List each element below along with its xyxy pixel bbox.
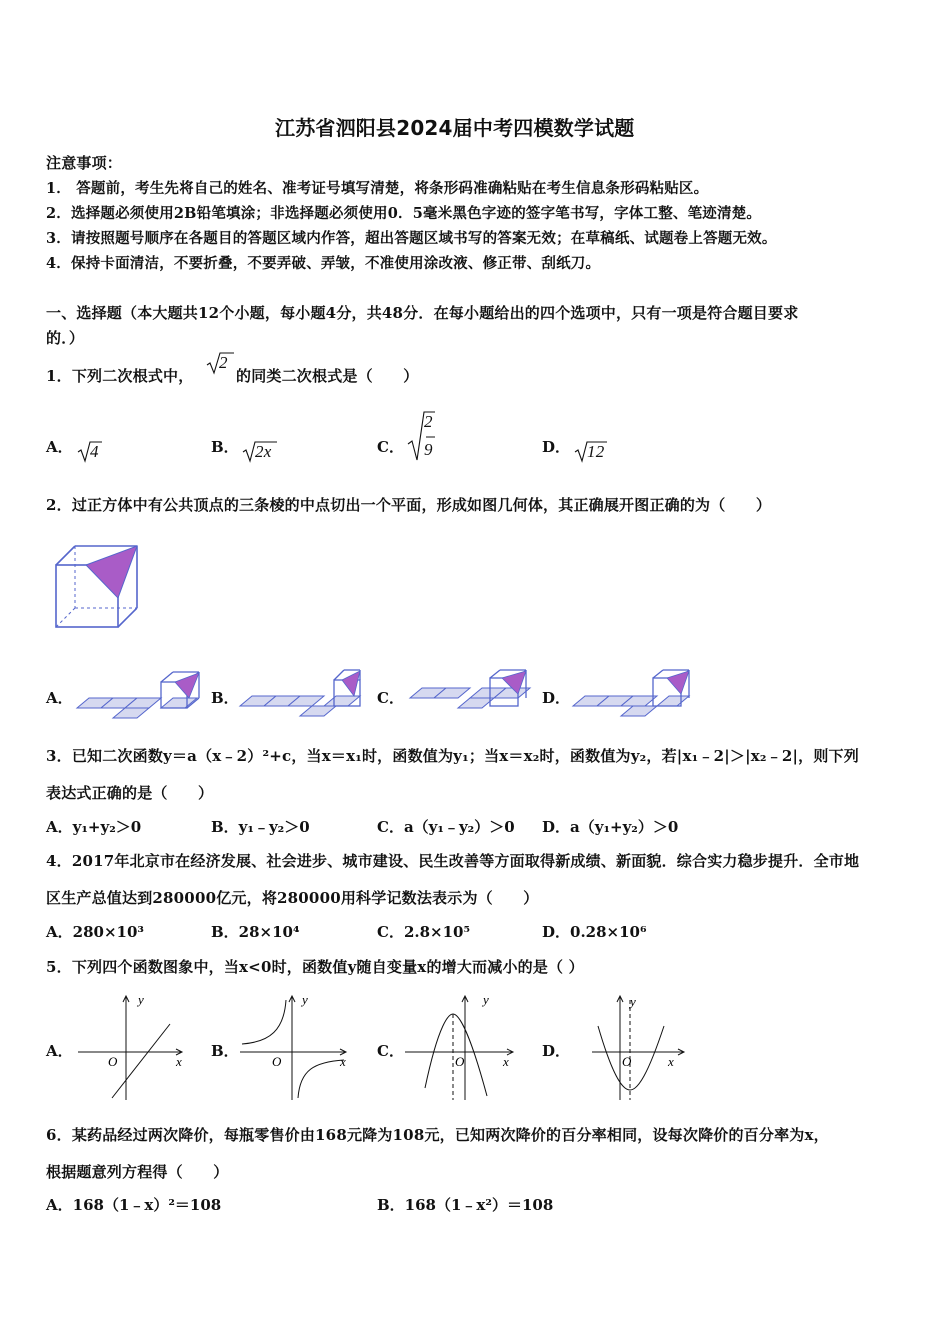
axis-x-label: x [176, 1054, 182, 1069]
q2-net-c [408, 668, 538, 720]
q5-graph-d [592, 994, 692, 1104]
axis-y-label: y [483, 992, 489, 1007]
q1-option-d-label: D． [542, 438, 571, 456]
q2-option-a-label: A． [46, 689, 73, 707]
q4-option-b: B．28×10⁴ [211, 923, 300, 941]
origin-label: O [622, 1054, 632, 1069]
q4-option-c: C．2.8×10⁵ [377, 923, 471, 941]
q1-option-c-numerator: 2 [424, 412, 433, 431]
q2-option-d-label: D． [542, 689, 571, 707]
q6-text: 6．某药品经过两次降价，每瓶零售价由168元降为108元，已知两次降价的百分率相同，设每次降价的百分率为x， [46, 1126, 829, 1144]
q5-option-a-label: A． [46, 1042, 73, 1060]
axis-y-label: y [630, 994, 636, 1009]
q1-prefix: 1．下列二次根式中， [46, 367, 194, 385]
q1-option-b-label: B． [211, 438, 239, 456]
notice-heading: 注意事项： [46, 154, 123, 172]
q1-radicand: 2 [219, 353, 228, 372]
section-heading-cont: 的．） [46, 329, 85, 347]
axis-x-label: x [503, 1054, 509, 1069]
q1-option-d-value: 12 [587, 442, 605, 461]
q5-graph-a [78, 994, 188, 1104]
q3-option-b: B．y₁﹣y₂＞0 [211, 818, 310, 836]
q6-option-a: A．168（1﹣x）²＝108 [46, 1196, 222, 1214]
axis-x-label: x [668, 1054, 674, 1069]
origin-label: O [455, 1054, 465, 1069]
q5-option-d-label: D． [542, 1042, 571, 1060]
cube-figure [50, 540, 150, 635]
q1-option-c-denominator: 9 [424, 440, 433, 459]
q4-option-d: D．0.28×10⁶ [542, 923, 647, 941]
q4-text-cont: 区生产总值达到280000亿元，将280000用科学记数法表示为（ ） [46, 889, 539, 907]
q2-net-b [238, 668, 368, 720]
q5-option-b-label: B． [211, 1042, 239, 1060]
q4-text: 4．2017年北京市在经济发展、社会进步、城市建设、民生改善等方面取得新成绩、新面貌．综合实力稳步提升．全市地 [46, 852, 860, 870]
q1-option-c-label: C． [377, 438, 404, 456]
q2-net-d [571, 668, 701, 720]
q3-option-a: A．y₁+y₂＞0 [46, 818, 142, 836]
q3-text-cont: 表达式正确的是（ ） [46, 784, 214, 802]
q2-option-b-label: B． [211, 689, 239, 707]
q1-option-b-value: 2x [255, 442, 272, 461]
q6-option-b: B．168（1﹣x²）＝108 [377, 1196, 554, 1214]
notice-item-1: 1． 答题前，考生先将自己的姓名、准考证号填写清楚，将条形码准确粘贴在考生信息条形码粘贴区。 [46, 180, 709, 197]
axis-y-label: y [302, 992, 308, 1007]
origin-label: O [272, 1054, 282, 1069]
axis-y-label: y [138, 992, 144, 1007]
q3-text: 3．已知二次函数y＝a（x﹣2）²+c，当x＝x₁时，函数值为y₁；当x＝x₂时，函数值为y₂，若|x₁﹣2|＞|x₂﹣2|，则下列 [46, 747, 859, 765]
notice-item-2: 2．选择题必须使用2B铅笔填涂；非选择题必须使用0．5毫米黑色字迹的签字笔书写，字体工整、笔迹清楚。 [46, 205, 762, 222]
q4-option-a: A．280×10³ [46, 923, 144, 941]
page-title: 江苏省泗阳县2024届中考四模数学试题 [275, 116, 635, 140]
q3-option-c: C．a（y₁﹣y₂）＞0 [377, 818, 515, 836]
q5-text: 5．下列四个函数图象中，当x<0时，函数值y随自变量x的增大而减小的是（ ） [46, 958, 584, 976]
notice-item-4: 4．保持卡面清洁，不要折叠，不要弄破、弄皱，不准使用涂改液、修正带、刮纸刀。 [46, 255, 601, 272]
section-heading: 一、选择题（本大题共12个小题，每小题4分，共48分．在每小题给出的四个选项中，只有一项是符合题目要求 [46, 304, 799, 322]
q2-net-a [75, 670, 205, 722]
axis-x-label: x [340, 1054, 346, 1069]
notice-item-3: 3．请按照题号顺序在各题目的答题区域内作答，超出答题区域书写的答案无效；在草稿纸、试题卷上答题无效。 [46, 230, 777, 247]
q3-option-d: D．a（y₁+y₂）＞0 [542, 818, 679, 836]
q1-suffix: 的同类二次根式是（ ） [236, 367, 419, 385]
q2-text: 2．过正方体中有公共顶点的三条棱的中点切出一个平面，形成如图几何体，其正确展开图正确的为（ ） [46, 496, 772, 514]
q5-option-c-label: C． [377, 1042, 404, 1060]
q6-text-cont: 根据题意列方程得（ ） [46, 1163, 229, 1181]
q1-option-a-label: A． [46, 438, 73, 456]
q5-graph-b [240, 994, 352, 1104]
q1-option-a-value: 4 [90, 442, 99, 461]
origin-label: O [108, 1054, 118, 1069]
q2-option-c-label: C． [377, 689, 404, 707]
q5-graph-c [405, 994, 517, 1104]
